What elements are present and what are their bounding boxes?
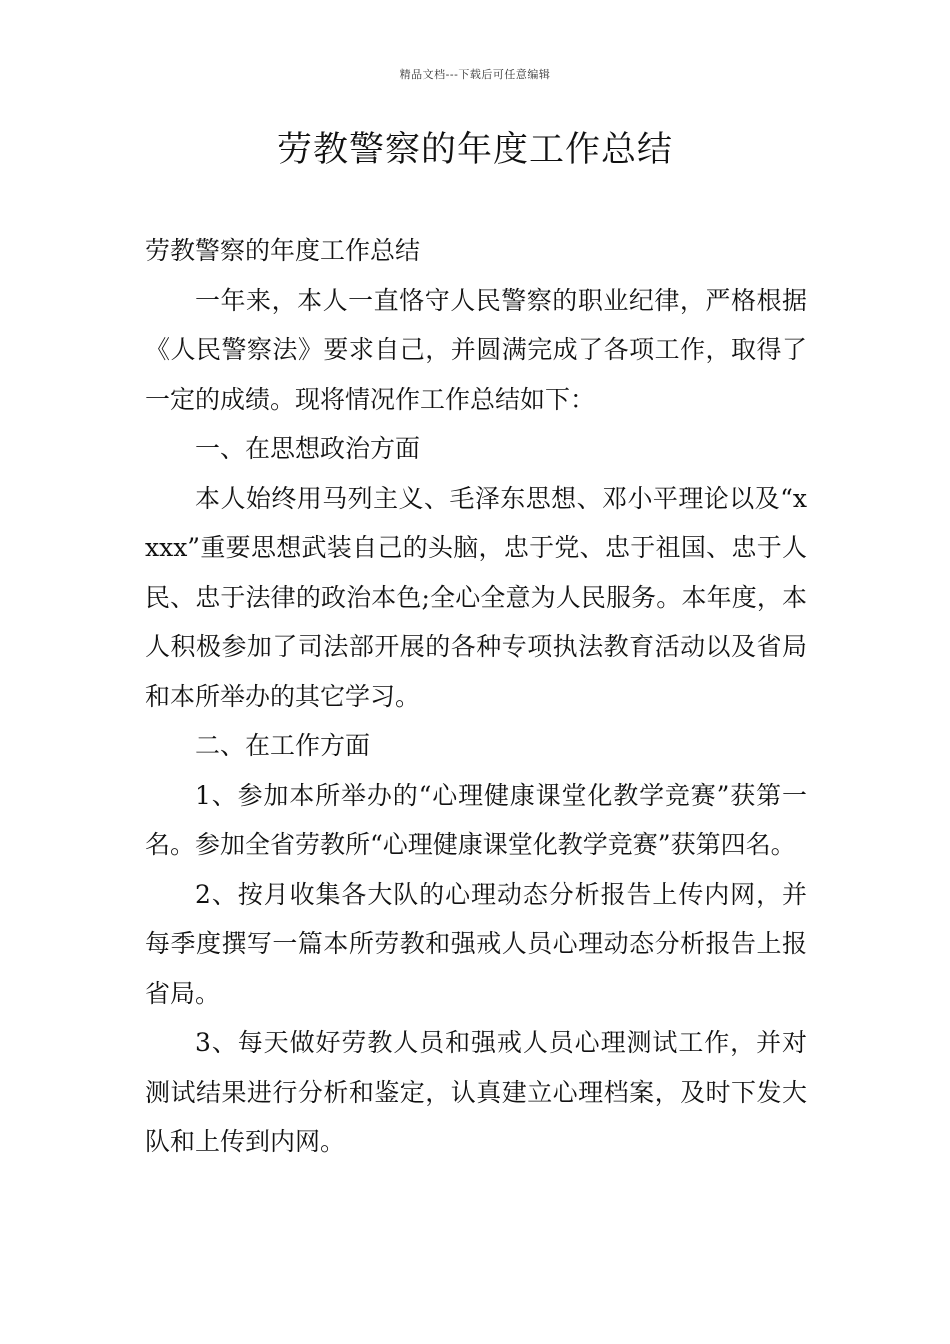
section-heading-ideology: 一、在思想政治方面 [195,434,421,463]
paragraph-work-item-3: 3、每天做好劳教人员和强戒人员心理测试工作，并对测试结果进行分析和鉴定，认真建立心理档案，及时下发大队和上传到内网。 [145,1028,807,1156]
paragraph-work-item-1: 1、参加本所举办的“心理健康课堂化教学竞赛”获第一名。参加全省劳教所“心理健康课堂化教学竞赛”获第四名。 [145,780,807,859]
section-heading-work: 二、在工作方面 [195,731,371,760]
header-note: 精品文档---下载后可任意编辑 [399,68,551,81]
document-body [145,226,807,1167]
paragraph-work-item-2: 2、按月收集各大队的心理动态分析报告上传内网，并每季度撰写一篇本所劳教和强戒人员心理动态分析报告上报省局。 [145,879,807,1008]
paragraph-intro: 一年来，本人一直恪守人民警察的职业纪律，严格根据《人民警察法》要求自己，并圆满完成了各项工作，取得了一定的成绩。现将情况作工作总结如下： [145,285,807,414]
document-title: 劳教警察的年度工作总结 [276,130,673,170]
paragraph-ideology: 本人始终用马列主义、毛泽东思想、邓小平理论以及“xxxx”重要思想武装自己的头脑，忠于党、忠于祖国、忠于人民、忠于法律的政治本色;全心全意为人民服务。本年度，本人积极参加了司法部开展的各种专项执法教育活动以及省局和本所举办的其它学习。 [145,483,807,711]
paragraph-subtitle: 劳教警察的年度工作总结 [145,236,421,265]
